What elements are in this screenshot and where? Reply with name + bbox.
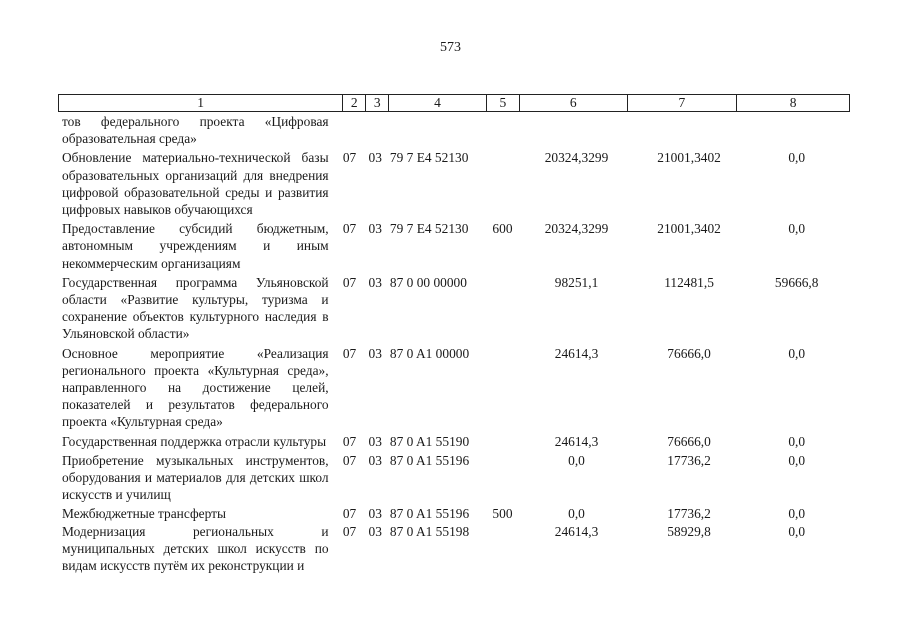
- row-pr: 03: [368, 523, 382, 539]
- header-col-6: 6: [520, 95, 628, 111]
- header-col-7: 7: [628, 95, 738, 111]
- row-pr: 03: [368, 274, 382, 290]
- row-value-col7: 21001,3402: [657, 221, 721, 237]
- table-body: [62, 113, 850, 574]
- row-csr: 87 0 A1 55196: [389, 506, 470, 522]
- row-csr: 87 0 A1 55198: [389, 523, 470, 539]
- row-name: Предоставление субсидий бюджетным, автономным учреждениям и иным некоммерческим организациям: [62, 221, 329, 271]
- row-csr: 87 0 00 00000: [389, 274, 467, 290]
- row-vr: 600: [492, 221, 513, 237]
- row-vr: [487, 523, 519, 575]
- row-csr: 87 0 A1 00000: [389, 345, 470, 361]
- row-value-col6: 0,0: [568, 506, 585, 522]
- table-row: [62, 433, 850, 450]
- header-col-1: 1: [59, 95, 343, 111]
- row-value-col8: 0,0: [788, 150, 806, 166]
- row-csr: 79 7 E4 52130: [389, 221, 469, 237]
- row-value-col7: 17736,2: [667, 452, 711, 468]
- table-row: [62, 452, 850, 504]
- row-value-col8: 0,0: [788, 523, 806, 539]
- row-pr: 03: [368, 345, 382, 361]
- row-pr: 03: [368, 506, 382, 522]
- row-value-col8: 59666,8: [774, 274, 819, 290]
- row-name: Основное мероприятие «Реализация регионального проекта «Культурная среда», направленного на достижение целей, показателей и результатов федерального проекта «Культурная среда»: [62, 345, 329, 430]
- row-value-col8: 0,0: [788, 345, 806, 361]
- table-row: [62, 345, 850, 431]
- row-vr: [487, 433, 519, 450]
- row-value-col7: [635, 113, 744, 147]
- row-value-col7: 112481,5: [664, 274, 714, 290]
- row-value-col7: 76666,0: [667, 433, 711, 449]
- table-row: [62, 274, 850, 343]
- row-csr: [384, 113, 487, 147]
- row-vr: [487, 113, 519, 147]
- row-vr: [487, 452, 519, 504]
- table-row: [62, 523, 850, 575]
- row-name: Государственная поддержка отрасли культуры: [62, 433, 327, 449]
- row-value-col6: 20324,3299: [544, 150, 609, 166]
- row-rz: 07: [342, 345, 357, 361]
- header-col-8: 8: [789, 95, 797, 110]
- header-col-2: 2: [343, 95, 366, 111]
- table-header: [58, 94, 850, 112]
- row-value-col6: [518, 113, 635, 147]
- row-name: Государственная программа Ульяновской области «Развитие культуры, туризма и сохранение объектов культурного наследия в Ульяновской области»: [62, 274, 329, 342]
- header-col-5: 5: [487, 95, 520, 111]
- row-csr: 79 7 E4 52130: [389, 150, 469, 166]
- row-value-col6: 24614,3: [554, 345, 599, 361]
- row-name: Модернизация региональных и муниципальных детских школ искусств по видам искусств путём их реконструкции и: [62, 523, 329, 574]
- row-name: Обновление материально-технической базы образовательных организаций для внедрения цифровой образовательной среды и развития цифровых навыков обучающихся: [62, 150, 329, 218]
- row-value-col7: 76666,0: [667, 345, 711, 361]
- row-value-col7: 17736,2: [667, 506, 711, 522]
- row-vr: [487, 149, 519, 218]
- row-pr: [358, 113, 384, 147]
- row-pr: 03: [368, 452, 382, 468]
- row-rz: 07: [342, 452, 357, 468]
- row-value-col6: 20324,3299: [544, 221, 609, 237]
- row-value-col8: 0,0: [788, 452, 806, 468]
- table-row: [62, 113, 850, 147]
- row-rz: [329, 113, 359, 147]
- row-pr: 03: [368, 221, 382, 237]
- row-rz: 07: [342, 221, 357, 237]
- row-pr: 03: [368, 433, 382, 449]
- row-value-col6: 98251,1: [554, 274, 599, 290]
- row-vr: [487, 274, 519, 343]
- row-name: тов федерального проекта «Цифровая образовательная среда»: [62, 114, 329, 147]
- table-row: [62, 505, 850, 522]
- row-rz: 07: [342, 506, 357, 522]
- row-vr: 500: [492, 506, 513, 522]
- row-rz: 07: [342, 274, 357, 290]
- row-rz: 07: [342, 523, 357, 539]
- row-value-col8: 0,0: [788, 506, 806, 522]
- table-row: [62, 220, 850, 272]
- table-row: [62, 149, 850, 218]
- row-rz: 07: [342, 150, 357, 166]
- row-value-col8: 0,0: [788, 221, 806, 237]
- row-name: Приобретение музыкальных инструментов, оборудования и материалов для детских школ искусств и училищ: [62, 452, 329, 503]
- row-value-col8: [743, 113, 850, 147]
- row-value-col6: 24614,3: [554, 523, 599, 539]
- row-value-col6: 24614,3: [554, 433, 599, 449]
- header-col-4: 4: [389, 95, 487, 111]
- row-csr: 87 0 A1 55190: [389, 433, 470, 449]
- row-vr: [487, 345, 519, 431]
- row-value-col7: 21001,3402: [657, 150, 721, 166]
- row-rz: 07: [342, 433, 357, 449]
- page-number: 573: [440, 40, 461, 55]
- row-value-col6: 0,0: [568, 452, 585, 468]
- row-csr: 87 0 A1 55196: [389, 452, 470, 468]
- row-value-col8: 0,0: [788, 433, 806, 449]
- header-col-3: 3: [366, 95, 389, 111]
- row-pr: 03: [368, 150, 382, 166]
- row-name: Межбюджетные трансферты: [62, 506, 226, 522]
- row-value-col7: 58929,8: [667, 523, 711, 539]
